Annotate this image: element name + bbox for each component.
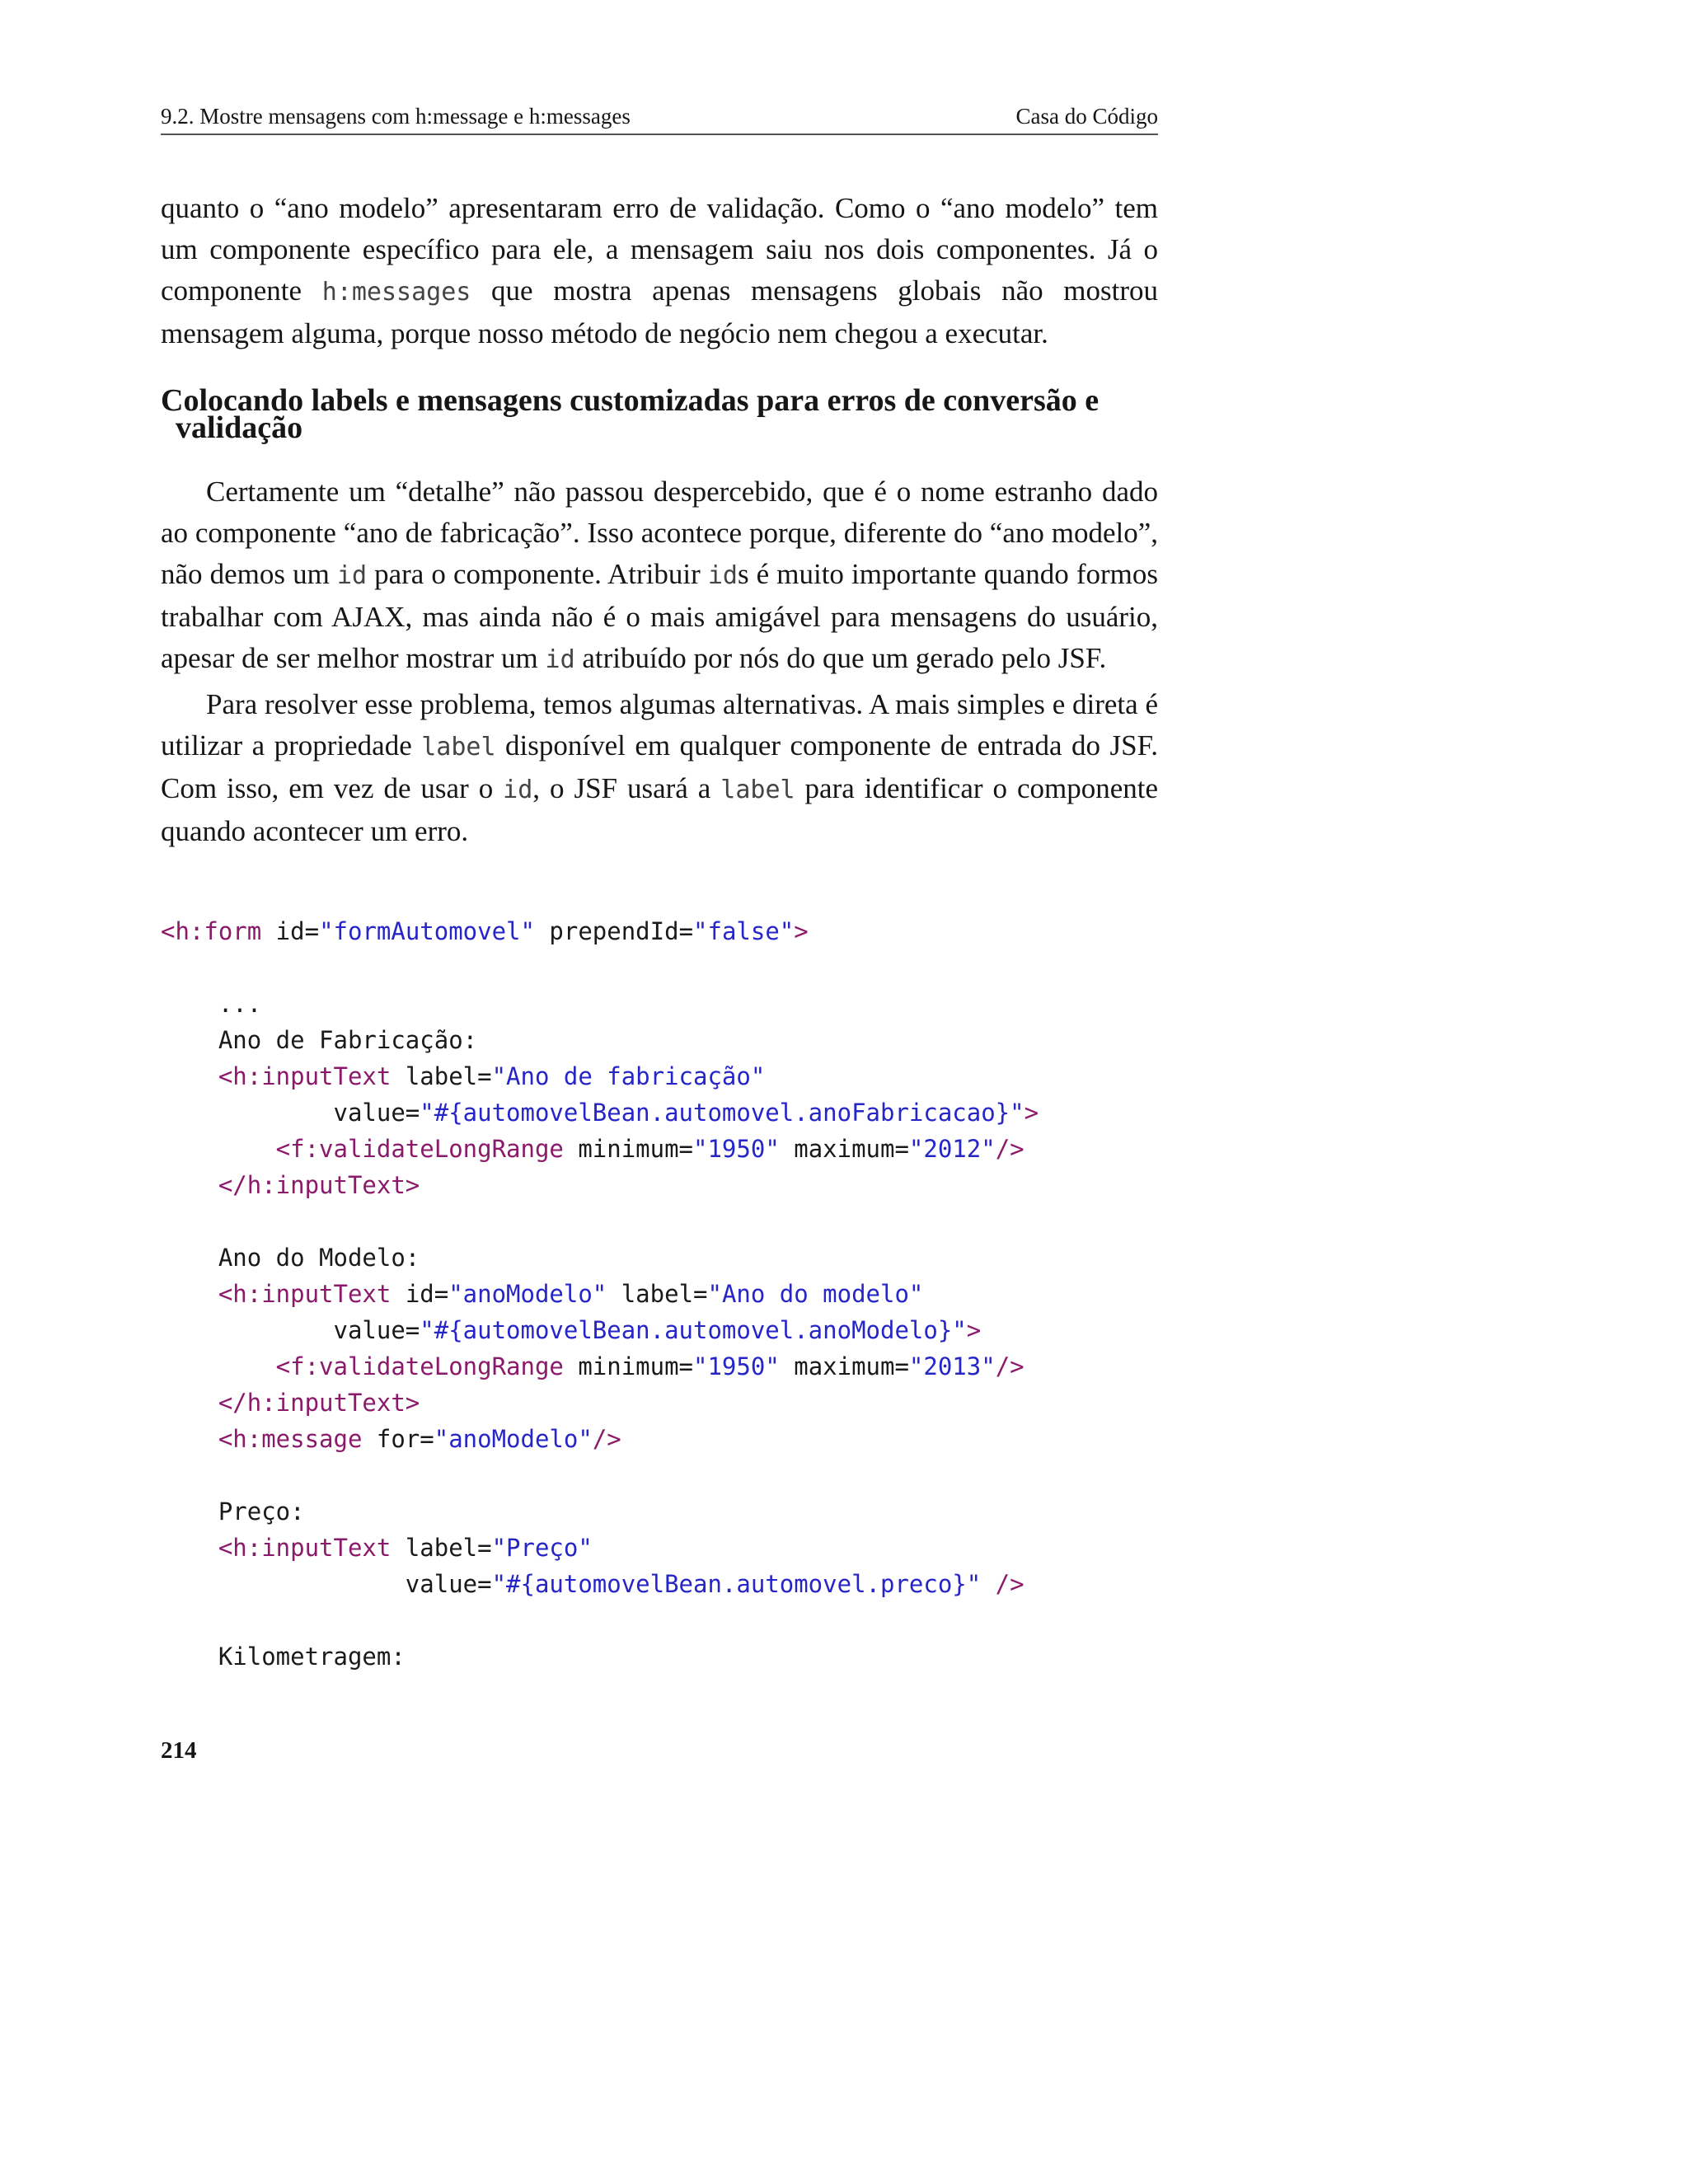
header-section-title: 9.2. Mostre mensagens com h:message e h:messages (161, 104, 631, 129)
paragraph-2 (161, 471, 1158, 681)
paragraph-1 (161, 188, 1158, 354)
code-line-5: value="#{automovelBean.automovel.anoFabricacao}"> (161, 1099, 1039, 1127)
code-line-10: value="#{automovelBean.automovel.anoModelo}"> (161, 1316, 982, 1344)
section-heading (161, 383, 1158, 445)
code-line-1: <h:form id="formAutomovel" prependId="false"> (161, 917, 809, 945)
text: para identificar o componente quando acontecer um erro. (161, 772, 1158, 847)
header-book-title: Casa do Código (1015, 104, 1158, 129)
code-line-12: </h:inputText> (161, 1389, 420, 1417)
text: para o componente. Atribuir (367, 558, 708, 590)
text: que mostra apenas mensagens globais não mostrou mensagem alguma, porque nosso método de negócio nem chegou a executar. (161, 274, 1158, 349)
inline-code: label (421, 733, 496, 762)
code-line-16: value="#{automovelBean.automovel.preco}" /> (161, 1570, 1025, 1598)
code-line-8: Ano do Modelo: (161, 1244, 420, 1272)
code-line-4: <h:inputText label="Ano de fabricação" (161, 1062, 766, 1090)
code-line-11: <f:validateLongRange minimum="1950" maximum="2013"/> (161, 1352, 1025, 1380)
code-line-7: </h:inputText> (161, 1171, 420, 1199)
inline-code: id (707, 561, 738, 590)
code-line-14: Preço: (161, 1497, 305, 1526)
heading-line-1: Colocando labels e mensagens customizadas para erros de conversão e (161, 383, 1100, 418)
text: s é muito importante quando formos trabalhar com AJAX, mas ainda não é o mais amigável para mensagens do usuário, apesar de ser melhor mostrar um (161, 558, 1159, 674)
inline-code: h:messages (321, 278, 471, 307)
code-line-9: <h:inputText id="anoModelo" label="Ano do modelo" (161, 1280, 924, 1308)
text: Para resolver esse problema, temos algumas alternativas. A mais simples e direta é utilizar a propriedade (161, 688, 1158, 762)
inline-code: id (336, 561, 368, 590)
inline-code: id (545, 645, 575, 674)
paragraph-3 (161, 684, 1158, 852)
code-line-13: <h:message for="anoModelo"/> (161, 1425, 621, 1453)
code-listing (161, 913, 1039, 1675)
text: Certamente um “detalhe” não passou despercebido, que é o nome estranho dado ao componente “ano de fabricação”. Isso acontece porque, diferente do “ano modelo”, não demos um (161, 476, 1158, 590)
text: , o JSF usará a (532, 772, 721, 804)
text: atribuído por nós do que um gerado pelo JSF. (574, 642, 1107, 674)
page-number: 214 (161, 1737, 197, 1764)
code-line-3: Ano de Fabricação: (161, 1026, 478, 1054)
paragraphs-2-3 (161, 471, 1158, 852)
running-header (161, 102, 1158, 135)
code-line-17: Kilometragem: (161, 1643, 406, 1671)
inline-code: id (503, 776, 533, 804)
code-line-6: <f:validateLongRange minimum="1950" maximum="2012"/> (161, 1135, 1025, 1163)
text: quanto o “ano modelo” apresentaram erro de validação. Como o “ano modelo” tem um componente específico para ele, a mensagem saiu nos dois componentes. Já o componente (161, 192, 1158, 307)
text: disponível em qualquer componente de entrada do JSF. Com isso, em vez de usar o (161, 729, 1159, 804)
inline-code: label (720, 776, 795, 804)
code-line-2: ... (161, 990, 262, 1018)
heading-line-2: validação (176, 410, 303, 445)
code-line-15: <h:inputText label="Preço" (161, 1534, 593, 1562)
